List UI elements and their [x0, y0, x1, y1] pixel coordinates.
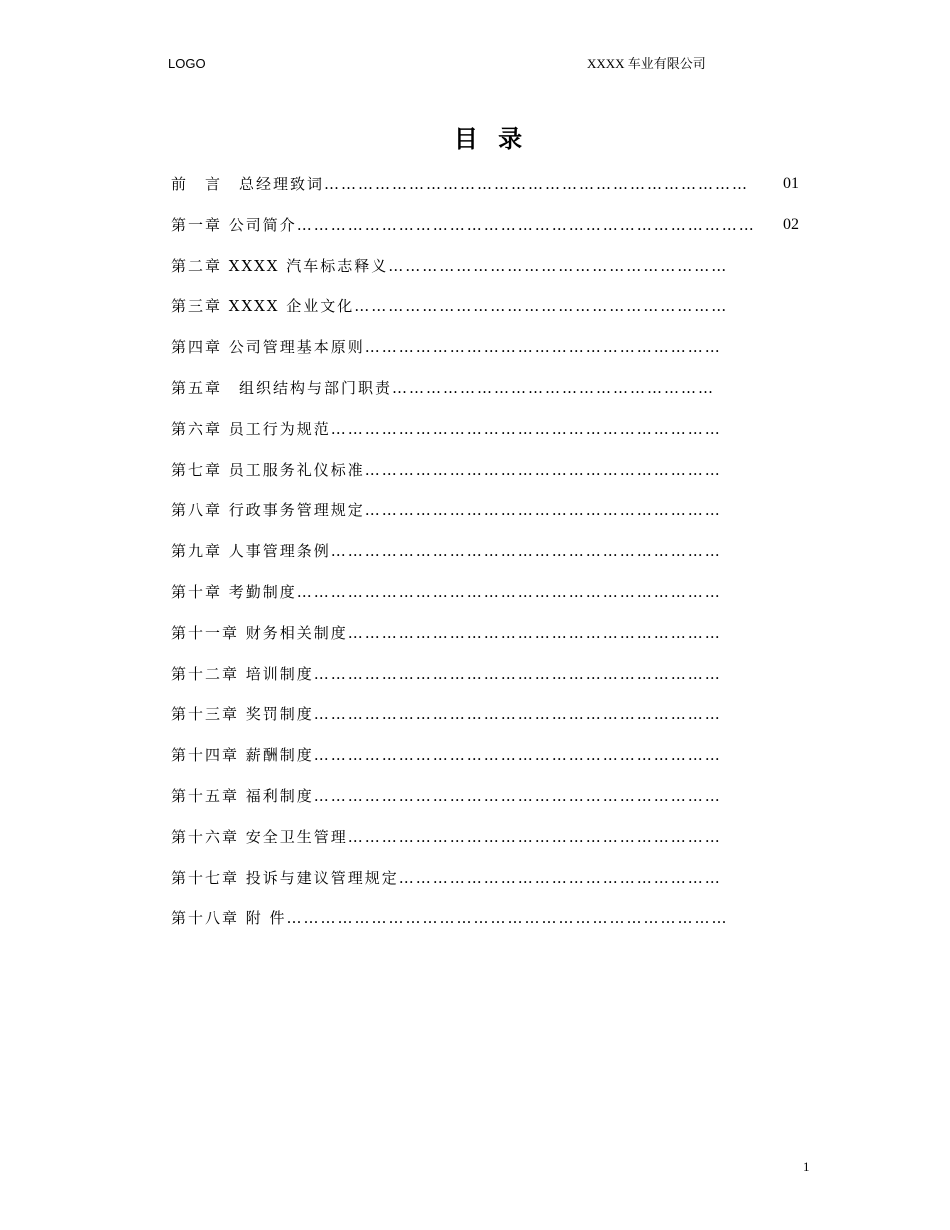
- toc-entry-text: 第七章 员工服务礼仪标准………………………………………………………: [171, 460, 722, 479]
- toc-entry-text: 第十章 考勤制度…………………………………………………………………: [171, 582, 722, 601]
- toc-entry[interactable]: [171, 906, 831, 947]
- toc-entry-text: 第十二章 培训制度………………………………………………………………: [171, 664, 722, 683]
- toc-entry-text: 第十一章 财务相关制度…………………………………………………………: [171, 623, 722, 642]
- toc-entry[interactable]: [171, 825, 831, 866]
- toc-entry-text: 第十四章 薪酬制度………………………………………………………………: [171, 746, 722, 765]
- toc-entry-text: 第十八章 附 件……………………………………………………………………: [171, 909, 729, 928]
- toc-entry[interactable]: [171, 662, 831, 703]
- toc-entry-text: 第六章 员工行为规范……………………………………………………………: [171, 419, 722, 438]
- toc-entry-text: 第十七章 投诉与建议管理规定…………………………………………………: [171, 868, 722, 887]
- toc-entry[interactable]: [171, 580, 831, 621]
- toc-entry-text: 第三章 XXXX 企业文化…………………………………………………………: [171, 297, 729, 316]
- toc-list: [171, 172, 831, 947]
- toc-entry[interactable]: [171, 498, 831, 539]
- toc-entry[interactable]: [171, 539, 831, 580]
- toc-entry[interactable]: [171, 458, 831, 499]
- toc-entry-text: 第一章 公司简介………………………………………………………………………: [171, 215, 756, 234]
- toc-entry-text: 第八章 行政事务管理规定………………………………………………………: [171, 501, 722, 520]
- toc-entry-text: 第五章 组织结构与部门职责…………………………………………………: [171, 378, 716, 397]
- toc-entry-page: 02: [783, 215, 799, 233]
- toc-entry-text: 第二章 XXXX 汽车标志释义……………………………………………………: [171, 256, 729, 275]
- toc-entry-text: 第十六章 安全卫生管理…………………………………………………………: [171, 827, 722, 846]
- toc-entry[interactable]: [171, 784, 831, 825]
- toc-entry[interactable]: [171, 376, 831, 417]
- toc-entry[interactable]: [171, 254, 831, 295]
- toc-entry-text: 第十三章 奖罚制度………………………………………………………………: [171, 705, 722, 724]
- toc-entry[interactable]: [171, 335, 831, 376]
- toc-entry[interactable]: [171, 702, 831, 743]
- header-logo-text: LOGO: [168, 56, 206, 71]
- toc-entry-text: 前 言 总经理致词…………………………………………………………………: [171, 175, 750, 193]
- toc-entry-text: 第十五章 福利制度………………………………………………………………: [171, 786, 722, 805]
- toc-entry-page: 01: [783, 175, 799, 192]
- toc-entry[interactable]: [171, 621, 831, 662]
- toc-entry[interactable]: [171, 213, 831, 254]
- toc-title: 目 录: [453, 124, 529, 153]
- toc-entry[interactable]: [171, 866, 831, 907]
- toc-entry-text: 第四章 公司管理基本原则………………………………………………………: [171, 338, 722, 357]
- header-company-name: XXXX 车业有限公司: [587, 56, 706, 71]
- toc-entry[interactable]: [171, 417, 831, 458]
- toc-entry[interactable]: [171, 172, 831, 213]
- toc-entry[interactable]: [171, 743, 831, 784]
- toc-entry[interactable]: [171, 294, 831, 335]
- page-number: 1: [803, 1159, 810, 1174]
- toc-entry-text: 第九章 人事管理条例……………………………………………………………: [171, 542, 722, 561]
